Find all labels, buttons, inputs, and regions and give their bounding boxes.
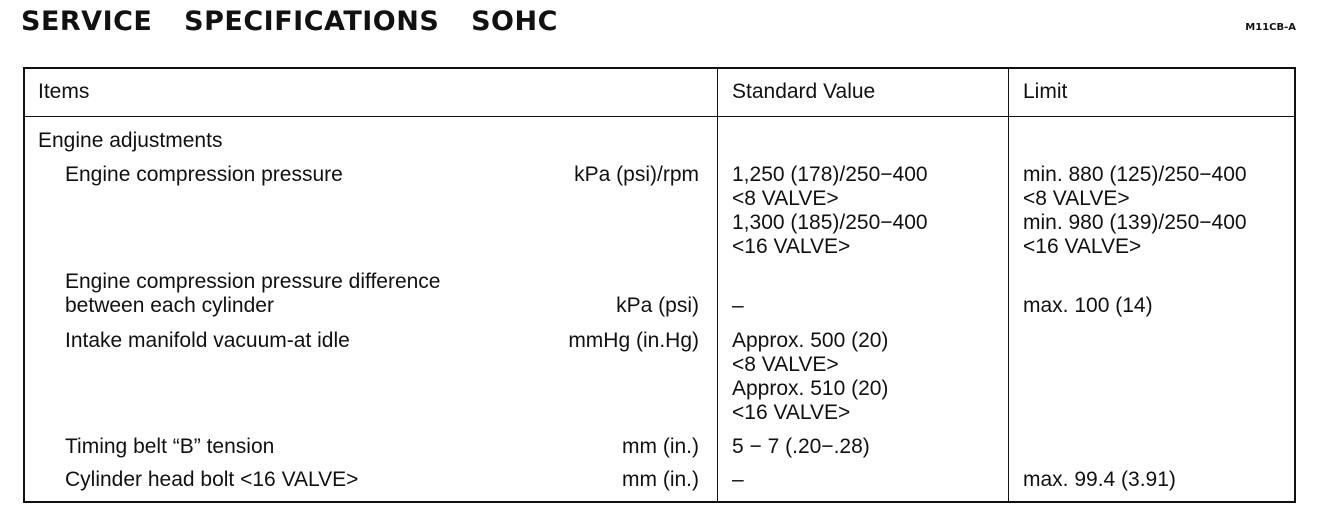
table-row-item: Cylinder head bolt <16 VALVE> <box>65 468 359 491</box>
table-row-unit: kPa (psi)/rpm <box>574 163 699 186</box>
table-row-standard: 5 − 7 (.20−.28) <box>732 435 870 458</box>
table-row-limit: max. 99.4 (3.91) <box>1023 468 1176 491</box>
table-row-item: Engine compression pressure <box>65 163 343 186</box>
specifications-table <box>23 67 1296 503</box>
table-row-limit: max. 100 (14) <box>1023 294 1153 317</box>
table-row-standard: 1,250 (178)/250−400 <8 VALVE> 1,300 (185)/250−400 <16 VALVE> <box>732 163 928 258</box>
table-row-standard: Approx. 500 (20) <8 VALVE> Approx. 510 (20) <16 VALVE> <box>732 329 889 424</box>
table-row-standard: – <box>732 468 744 491</box>
column-header-standard-value: Standard Value <box>732 80 876 103</box>
table-row-standard: – <box>732 294 744 317</box>
column-divider-standard <box>717 69 718 501</box>
table-row-unit: mm (in.) <box>622 435 699 458</box>
table-row-item: Engine compression pressure difference between each cylinder <box>65 270 441 317</box>
column-header-limit: Limit <box>1023 80 1068 103</box>
table-row-limit: min. 880 (125)/250−400 <8 VALVE> min. 980 (139)/250−400 <16 VALVE> <box>1023 163 1247 258</box>
page-title: SERVICE SPECIFICATIONS SOHC <box>21 6 558 37</box>
section-heading: Engine adjustments <box>38 129 223 152</box>
header-divider <box>25 116 1294 117</box>
table-row-item: Intake manifold vacuum-at idle <box>65 329 350 352</box>
document-code: M11CB-A <box>1245 22 1296 33</box>
table-row-unit: kPa (psi) <box>616 294 699 317</box>
column-divider-limit <box>1008 69 1009 501</box>
table-row-item: Timing belt “B” tension <box>65 435 275 458</box>
column-header-items: Items <box>38 80 90 103</box>
table-row-unit: mmHg (in.Hg) <box>568 329 699 352</box>
table-row-unit: mm (in.) <box>622 468 699 491</box>
